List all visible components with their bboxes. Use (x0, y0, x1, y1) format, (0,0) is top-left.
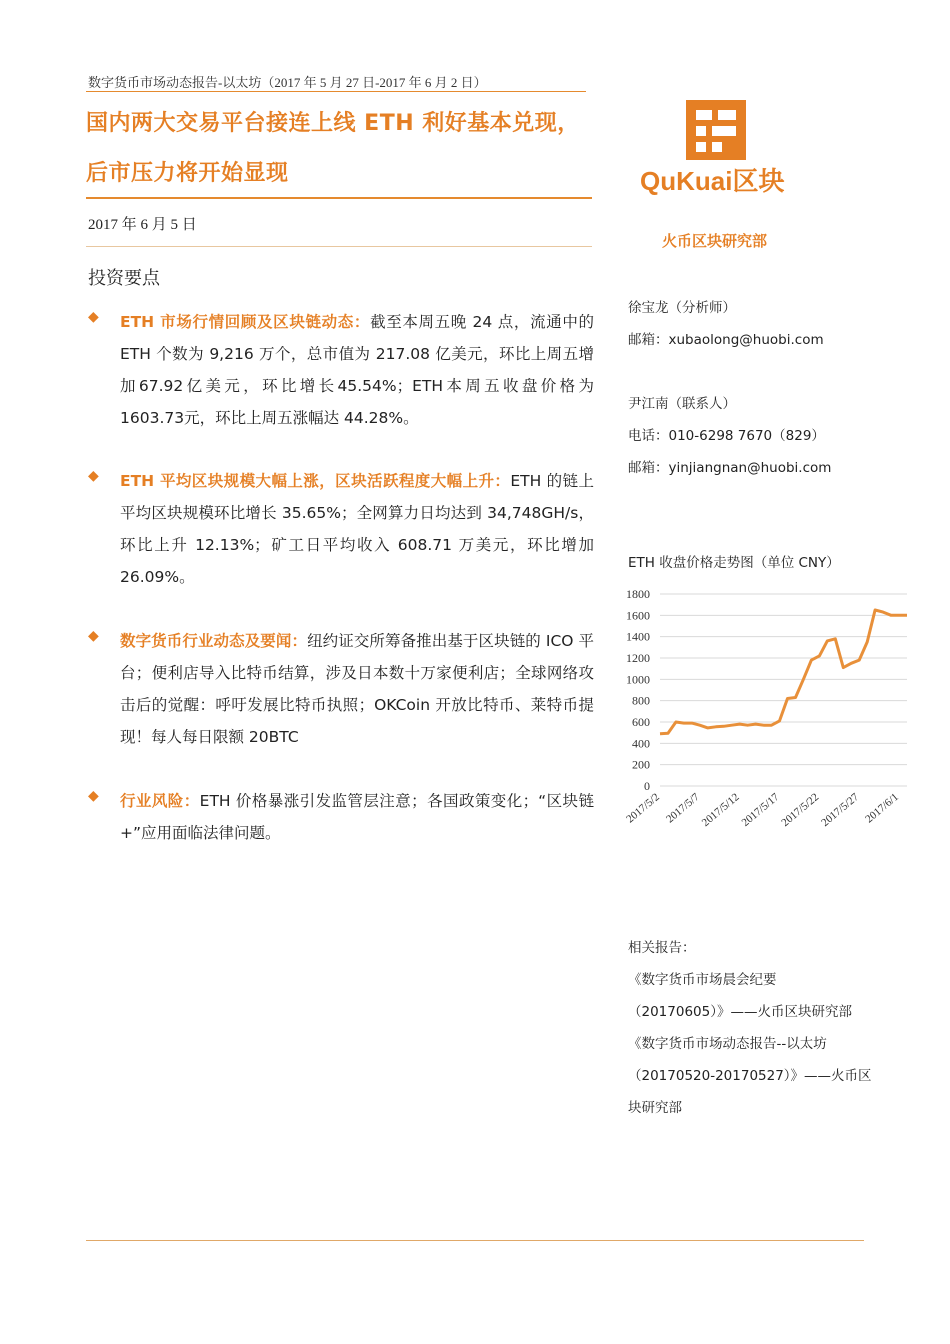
section-heading: 投资要点 (88, 268, 160, 289)
footer-divider (86, 1240, 864, 1241)
related-reports-label: 相关报告： (628, 940, 696, 956)
bullet-block-size (88, 465, 594, 593)
analyst-name: 徐宝龙（分析师） (628, 300, 736, 316)
y-tick-label: 1600 (626, 608, 650, 623)
bullet-highlight: 行业风险： (120, 792, 200, 810)
report-title-line-1: 国内两大交易平台接连上线 ETH 利好基本兑现， (86, 111, 580, 136)
diamond-bullet-icon: ◆ (88, 788, 99, 804)
title-divider (86, 197, 592, 199)
bullet-highlight: 数字货币行业动态及要闻： (120, 632, 308, 650)
bullet-body: 纽约证交所筹备推出基于区块链的 ICO 平台；便利店导入比特币结算，涉及日本数十万家便利店；全球网络攻击后的觉醒：呼吁发展比特币执照；OKCoin 开放比特币、莱特币提现！每人每日限额 20BTC (120, 632, 594, 746)
bullet-highlight: ETH 平均区块规模大幅上涨，区块活跃程度大幅上升： (120, 472, 511, 490)
contact-name: 尹江南（联系人） (628, 396, 736, 412)
bullet-highlight: ETH 市场行情回顾及区块链动态： (120, 313, 371, 331)
related-report-line[interactable]: （20170520-20170527）》——火币区 (628, 1068, 872, 1084)
diamond-bullet-icon: ◆ (88, 628, 99, 644)
diamond-bullet-icon: ◆ (88, 468, 99, 484)
bullet-industry-news (88, 625, 594, 753)
y-tick-label: 800 (632, 693, 650, 708)
x-tick-label: 2017/5/12 (699, 791, 742, 829)
y-tick-label: 400 (632, 736, 650, 751)
qukuai-logo (640, 100, 800, 200)
eth-price-chart (612, 580, 912, 860)
bullet-body: ETH 价格暴涨引发监管层注意；各国政策变化；“区块链+”应用面临法律问题。 (120, 792, 594, 842)
x-tick-label: 2017/6/1 (863, 791, 901, 826)
analyst-email[interactable]: 邮箱：xubaolong@huobi.com (628, 332, 824, 348)
y-tick-label: 1200 (626, 651, 650, 665)
date-divider (86, 246, 592, 247)
series-line-eth (660, 610, 907, 734)
y-tick-label: 1800 (626, 587, 650, 601)
x-tick-label: 2017/5/17 (739, 791, 782, 829)
svg-text:QuKuai区块: QuKuai区块 (640, 166, 785, 196)
y-tick-label: 0 (644, 779, 650, 793)
contact-email[interactable]: 邮箱：yinjiangnan@huobi.com (628, 460, 832, 476)
report-title-line-2: 后市压力将开始显现 (86, 161, 289, 186)
y-tick-label: 600 (632, 715, 650, 729)
y-tick-label: 200 (632, 757, 650, 772)
diamond-bullet-icon: ◆ (88, 309, 99, 325)
bullet-industry-risk (88, 785, 594, 849)
department-name: 火币区块研究部 (662, 232, 768, 250)
bullet-body: ETH 的链上平均区块规模环比增长 35.65%；全网算力日均达到 34,748GH/s，环比上升 12.13%；矿工日平均收入 608.71 万美元，环比增加 26.09%。 (120, 472, 594, 586)
y-tick-label: 1400 (626, 629, 650, 644)
related-report-line[interactable]: （20170605）》——火币区块研究部 (628, 1004, 852, 1020)
x-tick-label: 2017/5/7 (664, 791, 702, 826)
x-tick-label: 2017/5/27 (819, 791, 862, 829)
related-report-line[interactable]: 《数字货币市场动态报告--以太坊 (628, 1036, 827, 1052)
contact-phone: 电话：010-6298 7670（829） (628, 428, 825, 444)
bullet-body: 截至本周五晚 24 点，流通中的 ETH 个数为 9,216 万个，总市值为 217.08 亿美元，环比上周五增加67.92亿美元，环比增长45.54%；ETH本周五收盘价格为1603.73元，环比上周五涨幅达 44.28%。 (120, 313, 595, 427)
bullet-market-review (88, 306, 594, 434)
related-report-line[interactable]: 块研究部 (628, 1100, 682, 1116)
y-tick-label: 1000 (626, 672, 650, 687)
related-report-line[interactable]: 《数字货币市场晨会纪要 (628, 972, 777, 988)
x-tick-label: 2017/5/2 (624, 791, 662, 826)
chart-title: ETH 收盘价格走势图（单位 CNY） (628, 555, 840, 571)
x-tick-label: 2017/5/22 (779, 791, 822, 829)
running-head: 数字货币市场动态报告-以太坊（2017 年 5 月 27 日-2017 年 6 月 2 日） (88, 75, 487, 90)
header-divider (86, 91, 586, 92)
report-date: 2017 年 6 月 5 日 (88, 217, 197, 233)
